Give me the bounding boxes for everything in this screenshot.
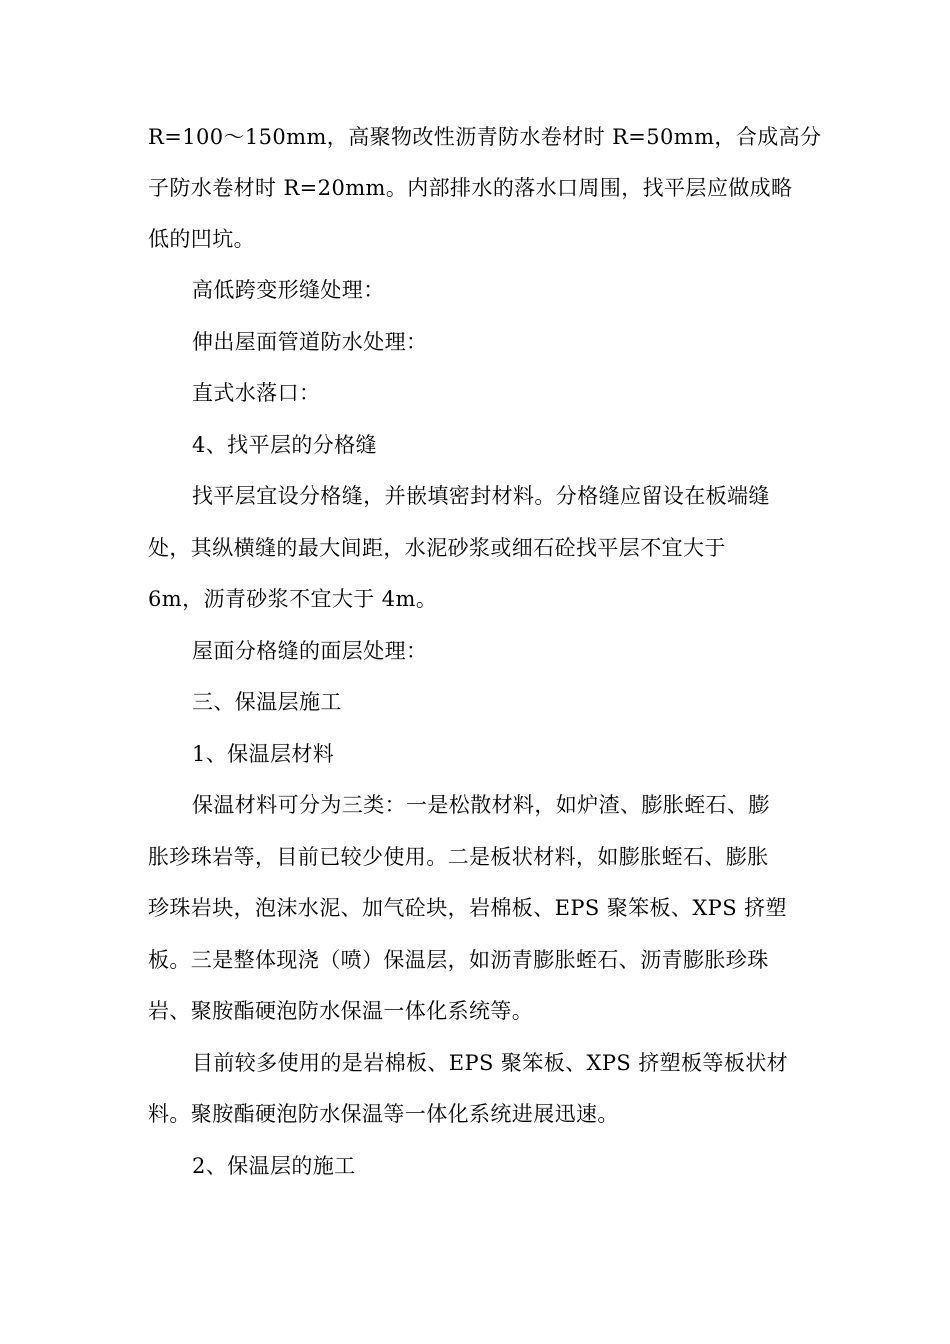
text-line: 目前较多使用的是岩棉板、EPS 聚笨板、XPS 挤塑板等板状材 [192,1051,789,1075]
subheading: 高低跨变形缝处理： [192,278,385,302]
text-line: 处，其纵横缝的最大间距，水泥砂浆或细石砼找平层不宜大于 [148,536,726,560]
text-line: R=100～150mm，高聚物改性沥青防水卷材时 R=50mm，合成高分 [148,125,822,149]
text-line: 低的凹坑。 [148,227,255,251]
text-line: 岩、聚胺酯硬泡防水保温一体化系统等。 [148,999,534,1023]
subheading: 屋面分格缝的面层处理： [192,639,428,663]
text-line: 子防水卷材时 R=20mm。内部排水的落水口周围，找平层应做成略 [148,176,793,200]
text-line: 料。聚胺酯硬泡防水保温等一体化系统进展迅速。 [148,1102,619,1126]
section-heading: 2、保温层的施工 [192,1154,356,1178]
subheading: 直式水落口： [192,381,321,405]
text-line: 珍珠岩块，泡沫水泥、加气砼块，岩棉板、EPS 聚笨板、XPS 挤塑 [148,896,787,920]
section-heading: 4、找平层的分格缝 [192,433,377,457]
section-heading: 1、保温层材料 [192,742,335,766]
text-line: 板。三是整体现浇（喷）保温层，如沥青膨胀蛭石、沥青膨胀珍珠 [148,948,769,972]
subheading: 伸出屋面管道防水处理： [192,330,428,354]
section-heading: 三、保温层施工 [192,690,342,714]
text-line: 保温材料可分为三类：一是松散材料，如炉渣、膨胀蛭石、膨 [192,793,770,817]
text-line: 胀珍珠岩等，目前已较少使用。二是板状材料，如膨胀蛭石、膨胀 [148,845,769,869]
text-line: 6m，沥青砂浆不宜大于 4m。 [148,587,438,611]
text-line: 找平层宜设分格缝，并嵌填密封材料。分格缝应留设在板端缝 [192,484,770,508]
